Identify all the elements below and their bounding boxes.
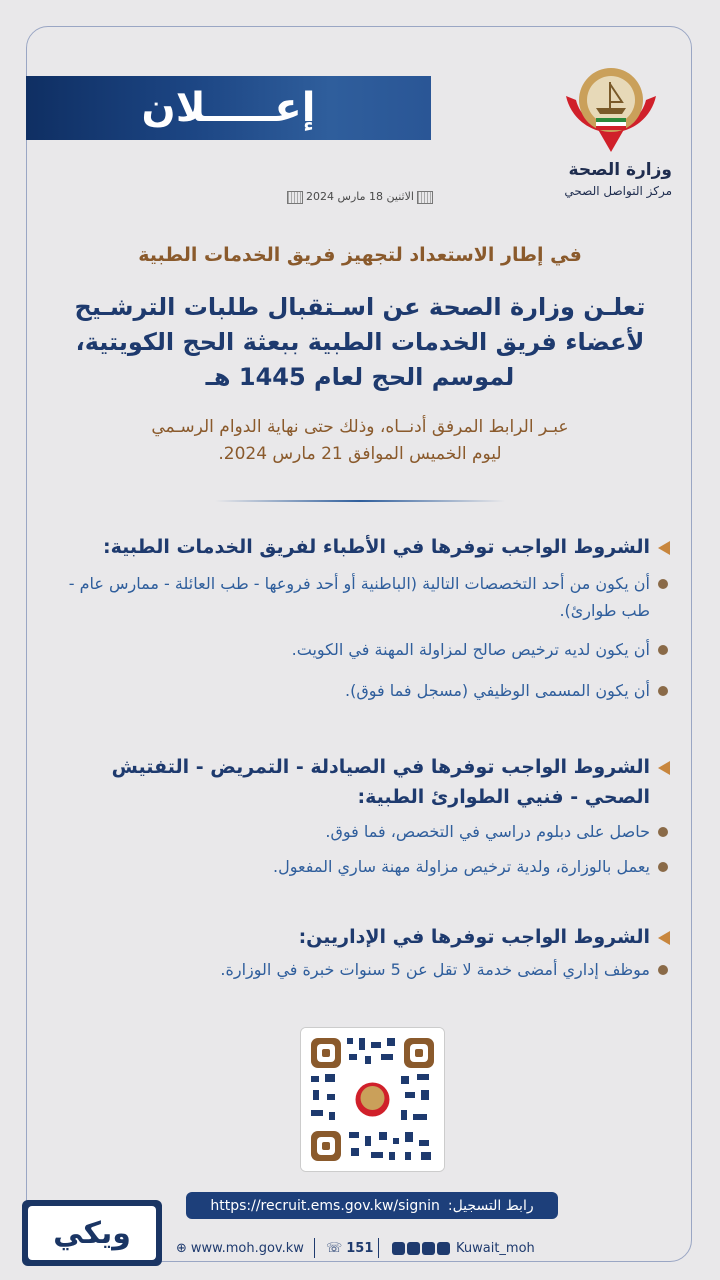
globe-icon: ⊕ (176, 1240, 187, 1256)
announcement-date (280, 190, 440, 204)
footer-website[interactable]: ⊕ www.moh.gov.kw (176, 1240, 304, 1256)
intro-text: في إطار الاستعداد لتجهيز فريق الخدمات الطبية (138, 244, 582, 266)
footer-social[interactable]: Kuwait_moh (392, 1236, 535, 1260)
conditions-section-admin (50, 922, 670, 983)
section-title: الشروط الواجب توفرها في الصيادلة - التمريض - التفتيش الصحي - فنيي الطوارئ الطبية: (50, 752, 670, 812)
condition-item: أن يكون المسمى الوظيفي (مسجل فما فوق). (50, 677, 670, 704)
footer-separator (314, 1238, 315, 1258)
bullet-dot-icon (658, 862, 668, 872)
conditions-section-doctors (50, 532, 670, 704)
conditions-section-pharmacists (50, 752, 670, 880)
banner-title: إعـــــلان (141, 85, 316, 131)
registration-qr-code[interactable] (300, 1027, 445, 1172)
calendar-icon (287, 191, 303, 204)
watermark-logo (22, 1200, 162, 1266)
headline-line: لموسم الحج لعام 1445 هـ (205, 363, 515, 391)
twitter-icon[interactable] (422, 1242, 435, 1255)
registration-label: رابط التسجيل: (447, 1197, 534, 1214)
condition-item: أن يكون من أحد التخصصات التالية (الباطنية أو أحد فروعها - طب العائلة - ممارس عام - طب طوارئ). (50, 570, 670, 624)
ministry-name: وزارة الصحة (568, 160, 672, 180)
divider (215, 500, 505, 502)
date-text: الاثنين 18 مارس 2024 (306, 190, 414, 203)
headline-line: لأعضاء فريق الخدمات الطبية ببعثة الحج الكويتية، (75, 328, 645, 356)
footer-separator (378, 1238, 379, 1258)
calendar-icon (417, 191, 433, 204)
ministry-block (564, 160, 672, 198)
section-title: الشروط الواجب توفرها في الأطباء لفريق الخدمات الطبية: (50, 532, 670, 562)
deadline-line: عبـر الرابط المرفق أدنــاه، وذلك حتى نهاية الدوام الرسـمي (151, 417, 569, 437)
bullet-dot-icon (658, 686, 668, 696)
watermark-text: ويكي (28, 1206, 156, 1260)
bullet-triangle-icon (658, 541, 670, 555)
instagram-icon[interactable] (407, 1242, 420, 1255)
bullet-dot-icon (658, 579, 668, 589)
section-title: الشروط الواجب توفرها في الإداريين: (50, 922, 670, 952)
condition-item: موظف إداري أمضى خدمة لا تقل عن 5 سنوات خبرة في الوزارة. (50, 956, 670, 983)
ministry-emblem-icon (558, 56, 664, 156)
deadline-text (40, 414, 680, 468)
registration-url[interactable]: https://recruit.ems.gov.kw/signin (210, 1197, 440, 1214)
bullet-dot-icon (658, 827, 668, 837)
youtube-icon[interactable] (437, 1242, 450, 1255)
bullet-dot-icon (658, 645, 668, 655)
bullet-dot-icon (658, 965, 668, 975)
registration-link[interactable] (186, 1192, 558, 1219)
headline-line: تعلـن وزارة الصحة عن اسـتقبال طلبات الترشـيح (74, 293, 646, 321)
condition-item: حاصل على دبلوم دراسي في التخصص، فما فوق. (50, 818, 670, 845)
bullet-triangle-icon (658, 761, 670, 775)
bullet-triangle-icon (658, 931, 670, 945)
phone-icon: ☏ (326, 1240, 343, 1256)
ministry-center: مركز التواصل الصحي (564, 184, 672, 198)
facebook-icon[interactable] (392, 1242, 405, 1255)
headline (40, 290, 680, 395)
deadline-line: ليوم الخميس الموافق 21 مارس 2024. (218, 444, 502, 464)
footer-phone[interactable]: ☏ 151 (326, 1240, 374, 1256)
announcement-banner (26, 76, 431, 140)
condition-item: أن يكون لديه ترخيص صالح لمزاولة المهنة في الكويت. (50, 636, 670, 663)
condition-item: يعمل بالوزارة، ولدية ترخيص مزاولة مهنة ساري المفعول. (50, 853, 670, 880)
